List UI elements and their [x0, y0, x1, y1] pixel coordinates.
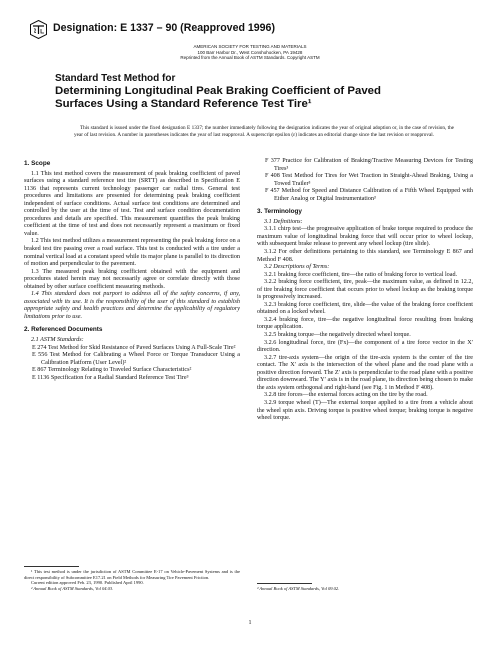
footnote: ¹ This test method is under the jurisdiction of ASTM Committee E-17 on Vehicle-Pavement Systems and is the direct responsibility of Subcommittee E17.21 on Field Methods for Measuring Tire Pavement Friction. [24, 569, 240, 580]
paragraph: 1.2 This test method utilizes a measurement representing the peak braking force on a braked test tire passing over a road surface. This test is conducted with a tire under a nominal vertical load at a constant speed while its major plane is parallel to its direction of motion and perpendicular to the pavement. [24, 238, 240, 268]
definition: 3.1.1 chirp test—the progressive application of brake torque required to produce the maximum value of longitudinal braking force that will occur prior to wheel lockup, with subsequent brake release to prevent any wheel lockup (tire slide). [257, 226, 473, 248]
footnote: Current edition approved Feb. 23, 1990. Published April 1990. [31, 580, 144, 586]
reference-item: E 556 Test Method for Calibrating a Wheel Force or Torque Transducer Using a Calibration Platform (User Level)² [32, 352, 240, 366]
paragraph: 3.2 Descriptions of Terms: [264, 264, 330, 271]
footnotes-left [24, 569, 240, 591]
reference-item: E 1136 Specification for a Radial Standard Reference Test Tire³ [32, 374, 189, 381]
designation: Designation: E 1337 – 90 (Reapproved 1996) [53, 22, 275, 34]
left-column [24, 158, 240, 382]
paragraph: 1.3 The measured peak braking coefficient obtained with the equipment and procedures stated herein may not necessarily agree or correlate directly with those obtained by other surface coefficient measuring methods. [24, 268, 240, 290]
publisher-line: Reprinted from the Annual Book of ASTM Standards. Copyright ASTM [180, 55, 320, 61]
astm-logo-icon [30, 20, 47, 39]
footnote-rule [24, 566, 79, 567]
paragraph: 3.1.2 For other definitions pertaining to this standard, see Terminology E 867 and Method F 408. [257, 249, 473, 263]
reference-item: F 377 Practice for Calibration of Braking/Tractive Measuring Devices for Testing Tires³ [265, 158, 473, 172]
title-line: Standard Test Method for [55, 73, 176, 84]
section-heading: 1. Scope [24, 160, 51, 167]
title-line: Determining Longitudinal Peak Braking Coefficient of Paved [55, 85, 381, 97]
definition: 3.2.2 braking force coefficient, tire, peak—the maximum value, as defined in 12.2, of tire braking force coefficient that occurs prior to wheel lockup as the braking torque is progressively increased. [257, 279, 473, 301]
paragraph: 2.1 ASTM Standards: [31, 337, 84, 344]
publisher-block [0, 44, 500, 61]
paragraph: 1.1 This test method covers the measurement of peak braking coefficient of paved surfaces using a standard reference test tire (SRTT) as described in Specification E 1136 that represents current technology passenger car radial tires. General test procedures and limitations are presented for determining peak braking coefficient independent of surface conditions. Actual surface test conditions are determined and controlled by the user at the time of test. Test and surface condition documentation procedures and details are specified. This measurement quantifies the peak braking coefficient at the time of test and does not necessarily represent a maximum or fixed value. [24, 170, 240, 237]
footnote-rule [257, 583, 312, 584]
definition: 3.2.1 braking force coefficient, tire—the ratio of braking force to vertical load. [264, 271, 458, 278]
right-column [257, 158, 473, 423]
reference-item: E 867 Terminology Relating to Traveled Surface Characteristics² [32, 367, 192, 374]
definition: 3.2.5 braking torque—the negatively directed wheel torque. [264, 332, 411, 339]
publisher-line: AMERICAN SOCIETY FOR TESTING AND MATERIALS [193, 44, 307, 49]
section-heading: 3. Terminology [257, 208, 302, 216]
definition: 3.2.7 tire-axis system—the origin of the tire-axis system is the center of the tire contact. The X′ axis is the intersection of the wheel plane and the road plane with a positive direction forward. The Z′ axis is perpendicular to the road plane with a positive direction downward. The Y′ axis is in the road plane, its direction being chosen to make the axis system orthogonal and right-hand (see Fig. 1 in Method F 408). [257, 354, 473, 391]
issuance-notice: This standard is issued under the fixed designation E 1337; the number immediately following the designation indicates the year of original adoption or, in the case of revision, the year of last revision. A number in parentheses indicates the year of last reapproval. A superscript epsilon (ε) indicates an editorial change since the last revision or reapproval. [74, 125, 454, 138]
section-heading: 2. Referenced Documents [24, 326, 103, 334]
page-number: 1 [248, 620, 252, 626]
reference-item: E 274 Test Method for Skid Resistance of Paved Surfaces Using A Full-Scale Tire² [32, 344, 236, 351]
definition: 3.2.8 tire forces—the external forces acting on the tire by the road. [264, 392, 428, 399]
definition: 3.2.6 longitudinal force, tire (Fx)—the component of a tire force vector in the X′ direction. [257, 339, 473, 354]
title-line: Surfaces Using a Standard Reference Test Tire¹ [55, 98, 312, 111]
footnote: ² Annual Book of ASTM Standards, Vol 04.03. [31, 585, 114, 591]
definition: 3.2.9 torque wheel (T)—The external torque applied to a tire from a vehicle about the wheel spin axis. Driving torque is positive wheel torque; braking torque is negative wheel torque. [257, 399, 473, 422]
reference-item: F 457 Method for Speed and Distance Calibration of a Fifth Wheel Equipped with Either Analog or Digital Instrumentation³ [265, 188, 473, 202]
publisher-line: 100 Barr Harbor Dr., West Conshohocken, PA 19428 [197, 49, 303, 55]
definition: 3.2.3 braking force coefficient, tire, slide—the value of the braking force coefficient obtained on a locked wheel. [257, 301, 473, 316]
reference-item: F 408 Test Method for Tires for Wet Traction in Straight-Ahead Braking, Using a Towed Trailer³ [265, 173, 473, 187]
definition: 3.2.4 braking force, tire—the negative longitudinal force resulting from braking torque application. [257, 316, 473, 331]
document-title [55, 73, 415, 111]
paragraph: 3.1 Definitions: [264, 218, 303, 225]
paragraph: 1.4 This standard does not purport to address all of the safety concerns, if any, associated with its use. It is the responsibility of the user of this standard to establish appropriate safety and health practices and determine the applicability of regulatory limitations prior to use. [24, 291, 240, 320]
footnote: ³ Annual Book of ASTM Standards, Vol 09.02. [257, 586, 340, 591]
